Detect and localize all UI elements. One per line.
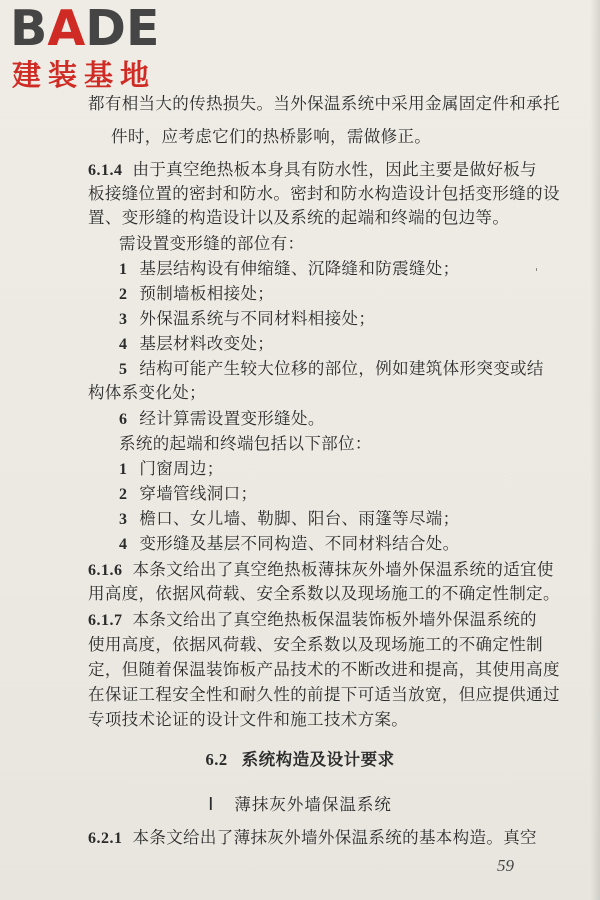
clause-6-1-4-line: 置、变形缝的构造设计以及系统的起端和终端的包边等。 xyxy=(88,208,510,227)
list-item: 6 经计算需设置变形缝处。 xyxy=(119,409,325,428)
subsection-heading: Ⅰ 薄抹灰外墙保温系统 xyxy=(208,794,392,814)
clause-6-1-4-line: 6.1.4 由于真空绝热板本身具有防水性，因此主要是做好板与 xyxy=(88,160,537,179)
list-item: 2 穿墙管线洞口； xyxy=(119,484,258,503)
clause-number: 6.1.4 xyxy=(88,162,123,179)
text-line: 件时，应考虑它们的热桥影响，需做修正。 xyxy=(111,127,432,146)
list-item: 4 变形缝及基层不同构造、不同材料结合处。 xyxy=(119,534,460,553)
page-number: 59 xyxy=(497,856,514,875)
list-item: 3 檐口、女儿墙、勒脚、阳台、雨篷等尽端； xyxy=(119,509,460,528)
clause-6-1-4-line: 板接缝位置的密封和防水。密封和防水构造设计包括变形缝的设 xyxy=(88,184,560,203)
logo-subtitle: 建装基地 xyxy=(12,58,157,92)
clause-number: 6.1.6 xyxy=(88,562,123,579)
list-item: 3 外保温系统与不同材料相接处； xyxy=(119,309,376,328)
clause-6-1-6-line: 6.1.6 本条文给出了真空绝热板薄抹灰外墙外保温系统的适宜使 xyxy=(88,560,554,579)
deform-intro: 需设置变形缝的部位有： xyxy=(119,234,305,253)
clause-number: 6.1.7 xyxy=(88,612,123,629)
clause-6-2-1-line: 6.2.1 本条文给出了薄抹灰外墙外保温系统的基本构造。真空 xyxy=(88,828,537,847)
text-line: 都有相当大的传热损失。当外保温系统中采用金属固定件和承托 xyxy=(88,94,560,113)
clause-number: 6.2.1 xyxy=(88,830,123,847)
logo xyxy=(10,2,185,102)
logo-wordmark: BADE xyxy=(10,0,160,57)
clause-6-1-7-line: 使用高度，依据风荷载、安全系数以及现场施工的不确定性制 xyxy=(88,635,543,654)
list-item-continuation: 构体系变化处； xyxy=(88,383,206,402)
section-heading: 6.2 系统构造及设计要求 xyxy=(205,750,395,769)
clause-6-1-7-line: 在保证工程安全性和耐久性的前提下可适当放宽，但应提供通过 xyxy=(88,685,560,704)
clause-6-1-7-line: 专项技术论证的设计文件和施工技术方案。 xyxy=(88,710,409,729)
list-item: 5 结构可能产生较大位移的部位，例如建筑体形突变或结 xyxy=(119,359,544,378)
clause-6-1-6-line: 用高度，依据风荷载、安全系数以及现场施工的不确定性制定。 xyxy=(88,584,560,603)
list-item: 4 基层材料改变处； xyxy=(119,334,275,353)
list-item: 1 门窗周边； xyxy=(119,459,224,478)
clause-6-1-7-line: 定，但随着保温装饰板产品技术的不断改进和提高，其使用高度 xyxy=(88,660,560,679)
scan-mark xyxy=(536,268,537,271)
list-item: 2 预制墙板相接处； xyxy=(119,284,275,303)
list-item: 1 基层结构设有伸缩缝、沉降缝和防震缝处； xyxy=(119,259,460,278)
clause-6-1-7-line: 6.1.7 本条文给出了真空绝热板保温装饰板外墙外保温系统的 xyxy=(88,610,537,629)
ends-intro: 系统的起端和终端包括以下部位： xyxy=(119,434,372,453)
